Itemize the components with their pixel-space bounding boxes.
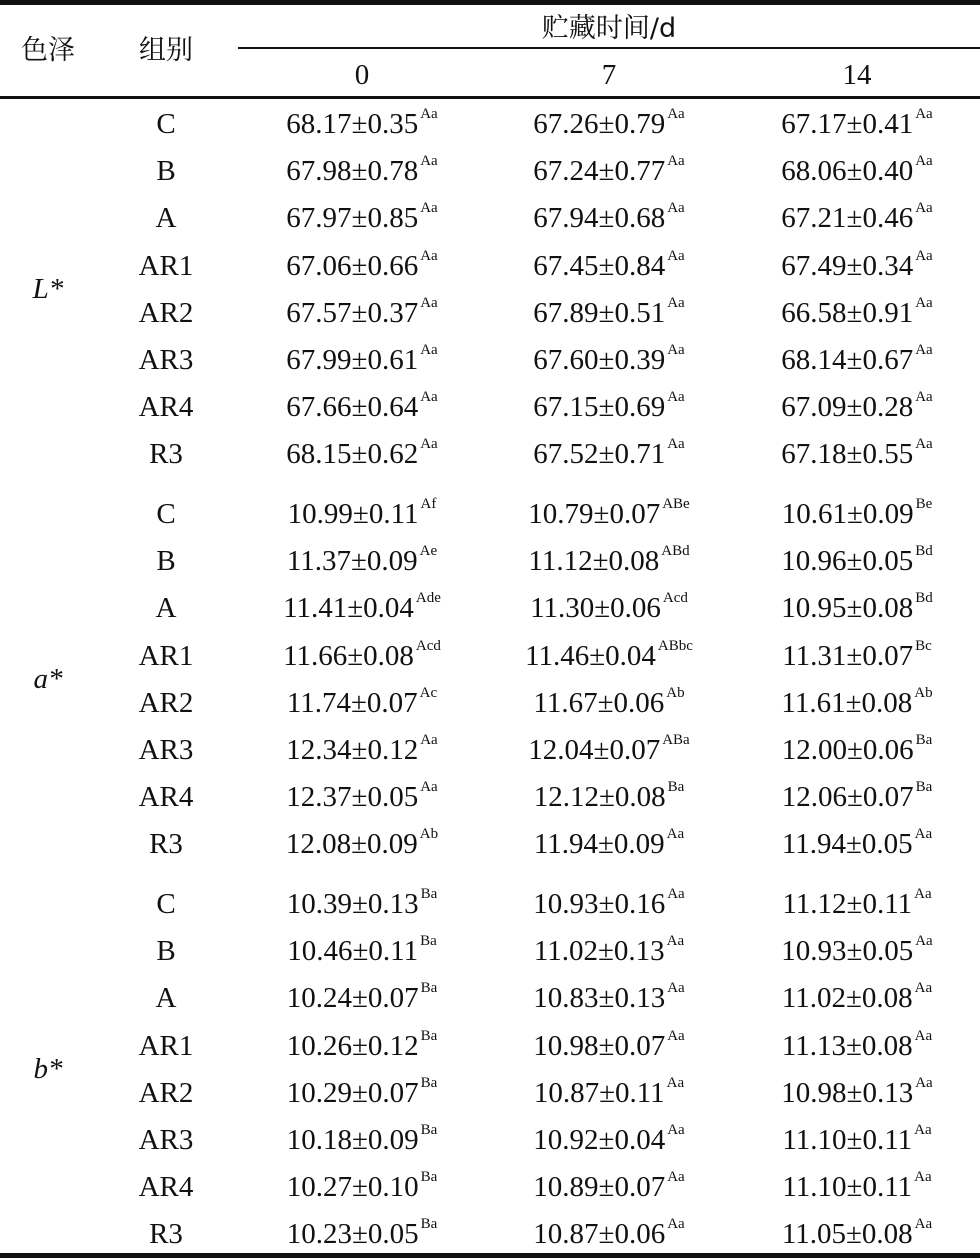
significance-superscript: Ae <box>419 543 438 560</box>
value-text: 10.61±0.09 <box>781 498 914 530</box>
value-text: 11.46±0.04 <box>525 639 656 672</box>
significance-superscript: Aa <box>914 886 932 902</box>
value-cell <box>781 980 933 1015</box>
significance-superscript: Aa <box>667 1169 685 1186</box>
significance-superscript: Aa <box>420 294 438 311</box>
group-cell: AR4 <box>138 781 194 814</box>
significance-superscript: Aa <box>420 732 438 748</box>
value-cell <box>533 684 685 719</box>
group-cell: A <box>155 592 177 625</box>
significance-superscript: Aa <box>915 106 933 122</box>
significance-superscript: Aa <box>914 980 933 997</box>
value-cell <box>286 980 438 1015</box>
significance-superscript: Aa <box>667 1027 685 1044</box>
value-cell <box>530 590 688 625</box>
value-cell <box>533 342 685 376</box>
value-cell <box>283 590 441 625</box>
value-cell <box>286 1169 438 1204</box>
group-cell: AR1 <box>138 639 194 672</box>
significance-superscript: Aa <box>666 1074 685 1091</box>
value-cell <box>533 1027 685 1062</box>
value-cell <box>533 153 685 188</box>
value-cell <box>287 496 437 530</box>
significance-superscript: Aa <box>915 1074 933 1091</box>
significance-superscript: Af <box>420 496 437 512</box>
value-text: 68.06±0.40 <box>781 155 914 188</box>
value-text: 67.18±0.55 <box>781 438 914 471</box>
value-text: 11.30±0.06 <box>530 592 661 625</box>
significance-superscript: Aa <box>667 200 685 217</box>
value-cell <box>528 543 690 578</box>
value-cell <box>782 886 932 920</box>
group-cell: AR4 <box>138 391 194 424</box>
value-text: 10.29±0.07 <box>286 1076 419 1109</box>
value-text: 67.15±0.69 <box>533 391 666 424</box>
value-cell <box>781 1027 933 1062</box>
value-text: 67.98±0.78 <box>286 155 419 188</box>
significance-superscript: Aa <box>667 980 685 997</box>
value-text: 68.17±0.35 <box>286 108 419 140</box>
value-cell <box>781 496 933 530</box>
value-text: 10.79±0.07 <box>528 498 661 530</box>
value-cell <box>533 294 685 329</box>
significance-superscript: Aa <box>914 1216 933 1233</box>
significance-superscript: Aa <box>914 826 933 843</box>
group-cell: A <box>155 202 177 235</box>
value-text: 11.10±0.11 <box>782 1124 913 1156</box>
group-cell: AR2 <box>138 296 194 329</box>
significance-superscript: Aa <box>915 200 933 217</box>
value-cell <box>781 1216 933 1251</box>
significance-superscript: Aa <box>420 436 438 453</box>
value-cell <box>781 590 933 625</box>
value-cell <box>286 342 438 376</box>
value-text: 10.27±0.10 <box>286 1171 419 1204</box>
significance-superscript: Ab <box>914 684 933 701</box>
value-cell <box>781 732 933 766</box>
value-cell <box>286 1122 438 1156</box>
value-cell <box>533 980 685 1015</box>
significance-superscript: Bd <box>915 543 933 560</box>
value-cell <box>781 543 933 578</box>
significance-superscript: Ba <box>667 779 685 796</box>
value-text: 67.26±0.79 <box>533 108 666 140</box>
header-day-7: 7 <box>601 59 617 91</box>
value-cell <box>286 1216 438 1251</box>
parameter-label: b* <box>33 1053 63 1086</box>
significance-superscript: Aa <box>915 389 933 406</box>
significance-superscript: Aa <box>915 247 933 264</box>
header-group: 组别 <box>139 35 193 66</box>
significance-superscript: Acd <box>662 590 688 607</box>
value-cell <box>782 1122 932 1156</box>
value-cell <box>533 933 685 968</box>
value-text: 67.99±0.61 <box>286 344 419 376</box>
group-cell: AR4 <box>138 1171 194 1204</box>
value-text: 11.02±0.08 <box>781 982 913 1015</box>
value-text: 12.00±0.06 <box>781 734 914 766</box>
significance-superscript: Aa <box>420 389 438 406</box>
value-cell <box>283 637 441 672</box>
value-cell <box>781 389 933 424</box>
significance-superscript: Aa <box>667 1216 685 1233</box>
value-text: 67.06±0.66 <box>286 249 419 282</box>
value-text: 10.46±0.11 <box>287 935 419 968</box>
significance-superscript: Aa <box>914 1027 933 1044</box>
value-cell <box>286 389 438 424</box>
significance-superscript: Aa <box>915 342 933 358</box>
significance-superscript: Aa <box>667 389 685 406</box>
value-cell <box>781 933 933 968</box>
group-cell: C <box>156 498 176 530</box>
significance-superscript: Acd <box>415 637 441 654</box>
significance-superscript: Aa <box>420 247 438 264</box>
value-cell <box>533 1122 685 1156</box>
significance-superscript: Aa <box>915 933 933 950</box>
value-text: 10.87±0.11 <box>533 1076 665 1109</box>
group-cell: C <box>156 888 176 920</box>
value-cell <box>533 200 685 235</box>
value-text: 12.08±0.09 <box>285 828 418 861</box>
header-bottom-rule <box>0 96 980 99</box>
significance-superscript: Ab <box>419 826 439 843</box>
value-text: 67.09±0.28 <box>781 391 914 424</box>
value-cell <box>533 106 685 140</box>
value-cell <box>286 684 438 719</box>
significance-superscript: ABd <box>661 543 690 560</box>
value-cell <box>781 826 933 861</box>
significance-superscript: Ac <box>419 684 438 701</box>
value-text: 12.06±0.07 <box>781 781 914 814</box>
value-cell <box>782 1169 932 1204</box>
group-cell: A <box>155 982 177 1015</box>
significance-superscript: Aa <box>915 436 933 453</box>
value-cell <box>286 779 438 814</box>
significance-superscript: Ba <box>420 980 438 997</box>
value-cell <box>533 1216 685 1251</box>
group-cell: AR3 <box>138 1124 194 1156</box>
value-text: 11.13±0.08 <box>781 1029 913 1062</box>
header-day-0: 0 <box>354 59 370 91</box>
value-cell <box>782 637 932 672</box>
value-cell <box>286 200 438 235</box>
significance-superscript: Ba <box>420 1027 438 1044</box>
value-text: 68.14±0.67 <box>781 344 914 376</box>
value-text: 10.98±0.13 <box>781 1076 914 1109</box>
value-text: 10.39±0.13 <box>286 888 419 920</box>
significance-superscript: Aa <box>667 1122 685 1138</box>
value-cell <box>286 886 438 920</box>
value-text: 12.34±0.12 <box>286 734 419 766</box>
value-text: 10.98±0.07 <box>533 1029 666 1062</box>
significance-superscript: Be <box>915 496 933 512</box>
value-text: 67.17±0.41 <box>781 108 914 140</box>
value-text: 67.21±0.46 <box>781 202 914 235</box>
value-text: 67.49±0.34 <box>781 249 914 282</box>
significance-superscript: ABe <box>662 496 690 512</box>
header-color: 色泽 <box>21 35 75 66</box>
value-cell <box>781 200 933 235</box>
significance-superscript: Ba <box>915 732 933 748</box>
value-text: 12.04±0.07 <box>528 734 661 766</box>
value-cell <box>533 247 685 282</box>
value-text: 11.94±0.09 <box>533 828 665 861</box>
significance-superscript: Ba <box>420 1122 438 1138</box>
significance-superscript: Aa <box>420 779 438 796</box>
value-cell <box>781 294 933 329</box>
table-bottom-rule <box>0 1253 980 1258</box>
value-text: 10.18±0.09 <box>286 1124 419 1156</box>
significance-superscript: Aa <box>420 106 438 122</box>
value-cell <box>286 1074 438 1109</box>
value-cell <box>781 436 933 471</box>
significance-superscript: Aa <box>914 1122 932 1138</box>
significance-superscript: Aa <box>666 933 685 950</box>
significance-superscript: ABa <box>662 732 690 748</box>
value-text: 11.74±0.07 <box>286 686 418 719</box>
significance-superscript: Bc <box>915 637 932 654</box>
value-text: 67.52±0.71 <box>533 438 666 471</box>
value-text: 11.94±0.05 <box>781 828 913 861</box>
header-sub-rule <box>238 47 980 49</box>
significance-superscript: Aa <box>667 436 685 453</box>
value-text: 10.89±0.07 <box>533 1171 666 1204</box>
significance-superscript: Aa <box>914 1169 932 1186</box>
value-cell <box>285 826 439 861</box>
group-cell: AR1 <box>138 249 194 282</box>
value-cell <box>286 153 438 188</box>
parameter-label: a* <box>33 663 63 696</box>
significance-superscript: Aa <box>915 294 933 311</box>
value-text: 66.58±0.91 <box>781 296 914 329</box>
value-text: 10.93±0.05 <box>781 935 914 968</box>
value-text: 10.26±0.12 <box>286 1029 419 1062</box>
value-cell <box>533 826 685 861</box>
value-cell <box>525 637 693 672</box>
value-text: 11.61±0.08 <box>781 686 913 719</box>
header-storage-time: 贮藏时间/d <box>541 13 677 44</box>
value-text: 11.31±0.07 <box>782 639 914 672</box>
value-cell <box>781 1074 933 1109</box>
value-cell <box>781 247 933 282</box>
value-text: 67.97±0.85 <box>286 202 419 235</box>
group-cell: AR3 <box>138 734 194 766</box>
value-cell <box>287 933 437 968</box>
value-cell <box>286 247 438 282</box>
significance-superscript: Aa <box>667 886 685 902</box>
value-text: 10.96±0.05 <box>781 545 914 578</box>
value-cell <box>528 732 690 766</box>
value-cell <box>286 106 438 140</box>
value-text: 11.41±0.04 <box>283 592 414 625</box>
significance-superscript: Aa <box>420 342 438 358</box>
value-text: 11.12±0.11 <box>782 888 913 920</box>
value-cell <box>781 342 933 376</box>
value-text: 11.10±0.11 <box>782 1171 913 1204</box>
value-text: 11.12±0.08 <box>528 545 660 578</box>
significance-superscript: Ba <box>420 886 438 902</box>
value-text: 10.95±0.08 <box>781 592 914 625</box>
value-text: 67.94±0.68 <box>533 202 666 235</box>
significance-superscript: Aa <box>666 826 685 843</box>
significance-superscript: ABbc <box>657 637 693 654</box>
significance-superscript: Ab <box>666 684 685 701</box>
significance-superscript: Bd <box>915 590 933 607</box>
value-cell <box>781 779 933 814</box>
value-text: 67.57±0.37 <box>286 296 419 329</box>
group-cell: B <box>156 545 176 578</box>
group-cell: B <box>156 935 176 968</box>
value-cell <box>286 1027 438 1062</box>
value-cell <box>533 1169 685 1204</box>
significance-superscript: Aa <box>915 153 933 170</box>
value-text: 10.93±0.16 <box>533 888 666 920</box>
value-text: 67.60±0.39 <box>533 344 666 376</box>
group-cell: R3 <box>149 1218 183 1251</box>
value-text: 11.66±0.08 <box>283 639 414 672</box>
group-cell: R3 <box>149 828 183 861</box>
value-text: 10.87±0.06 <box>533 1218 666 1251</box>
significance-superscript: Aa <box>420 200 438 217</box>
significance-superscript: Ade <box>415 590 441 607</box>
value-text: 10.23±0.05 <box>286 1218 419 1251</box>
value-text: 10.83±0.13 <box>533 982 666 1015</box>
value-text: 10.99±0.11 <box>287 498 419 530</box>
value-text: 68.15±0.62 <box>286 438 419 471</box>
group-cell: AR3 <box>138 344 194 376</box>
value-cell <box>533 436 685 471</box>
significance-superscript: Ba <box>420 1074 438 1091</box>
value-text: 10.92±0.04 <box>533 1124 666 1156</box>
value-text: 12.37±0.05 <box>286 781 419 814</box>
value-cell <box>533 886 685 920</box>
value-cell <box>781 106 933 140</box>
significance-superscript: Ba <box>915 779 933 796</box>
table-top-rule <box>0 0 980 5</box>
value-text: 10.24±0.07 <box>286 982 419 1015</box>
significance-superscript: Ba <box>420 1216 438 1233</box>
value-text: 67.45±0.84 <box>533 249 666 282</box>
significance-superscript: Ba <box>420 933 437 950</box>
header-day-14: 14 <box>842 59 872 91</box>
value-text: 67.89±0.51 <box>533 296 666 329</box>
value-cell <box>286 543 438 578</box>
significance-superscript: Aa <box>667 294 685 311</box>
value-text: 11.05±0.08 <box>781 1218 913 1251</box>
value-cell <box>533 1074 685 1109</box>
significance-superscript: Ba <box>420 1169 438 1186</box>
value-cell <box>533 389 685 424</box>
value-cell <box>781 153 933 188</box>
value-cell <box>528 496 690 530</box>
value-cell <box>781 684 933 719</box>
significance-superscript: Aa <box>667 153 685 170</box>
value-text: 11.67±0.06 <box>533 686 665 719</box>
value-text: 67.66±0.64 <box>286 391 419 424</box>
group-cell: AR1 <box>138 1029 194 1062</box>
value-text: 12.12±0.08 <box>533 781 666 814</box>
group-cell: R3 <box>149 438 183 471</box>
value-cell <box>286 294 438 329</box>
value-text: 67.24±0.77 <box>533 155 666 188</box>
group-cell: AR2 <box>138 686 194 719</box>
parameter-label: L* <box>32 273 64 306</box>
significance-superscript: Aa <box>667 342 685 358</box>
significance-superscript: Aa <box>667 247 685 264</box>
group-cell: B <box>156 155 176 188</box>
value-cell <box>286 436 438 471</box>
value-text: 11.02±0.13 <box>533 935 665 968</box>
value-cell <box>533 779 685 814</box>
group-cell: C <box>156 108 176 140</box>
group-cell: AR2 <box>138 1076 194 1109</box>
value-text: 11.37±0.09 <box>286 545 418 578</box>
value-cell <box>286 732 438 766</box>
significance-superscript: Aa <box>667 106 685 122</box>
significance-superscript: Aa <box>420 153 438 170</box>
